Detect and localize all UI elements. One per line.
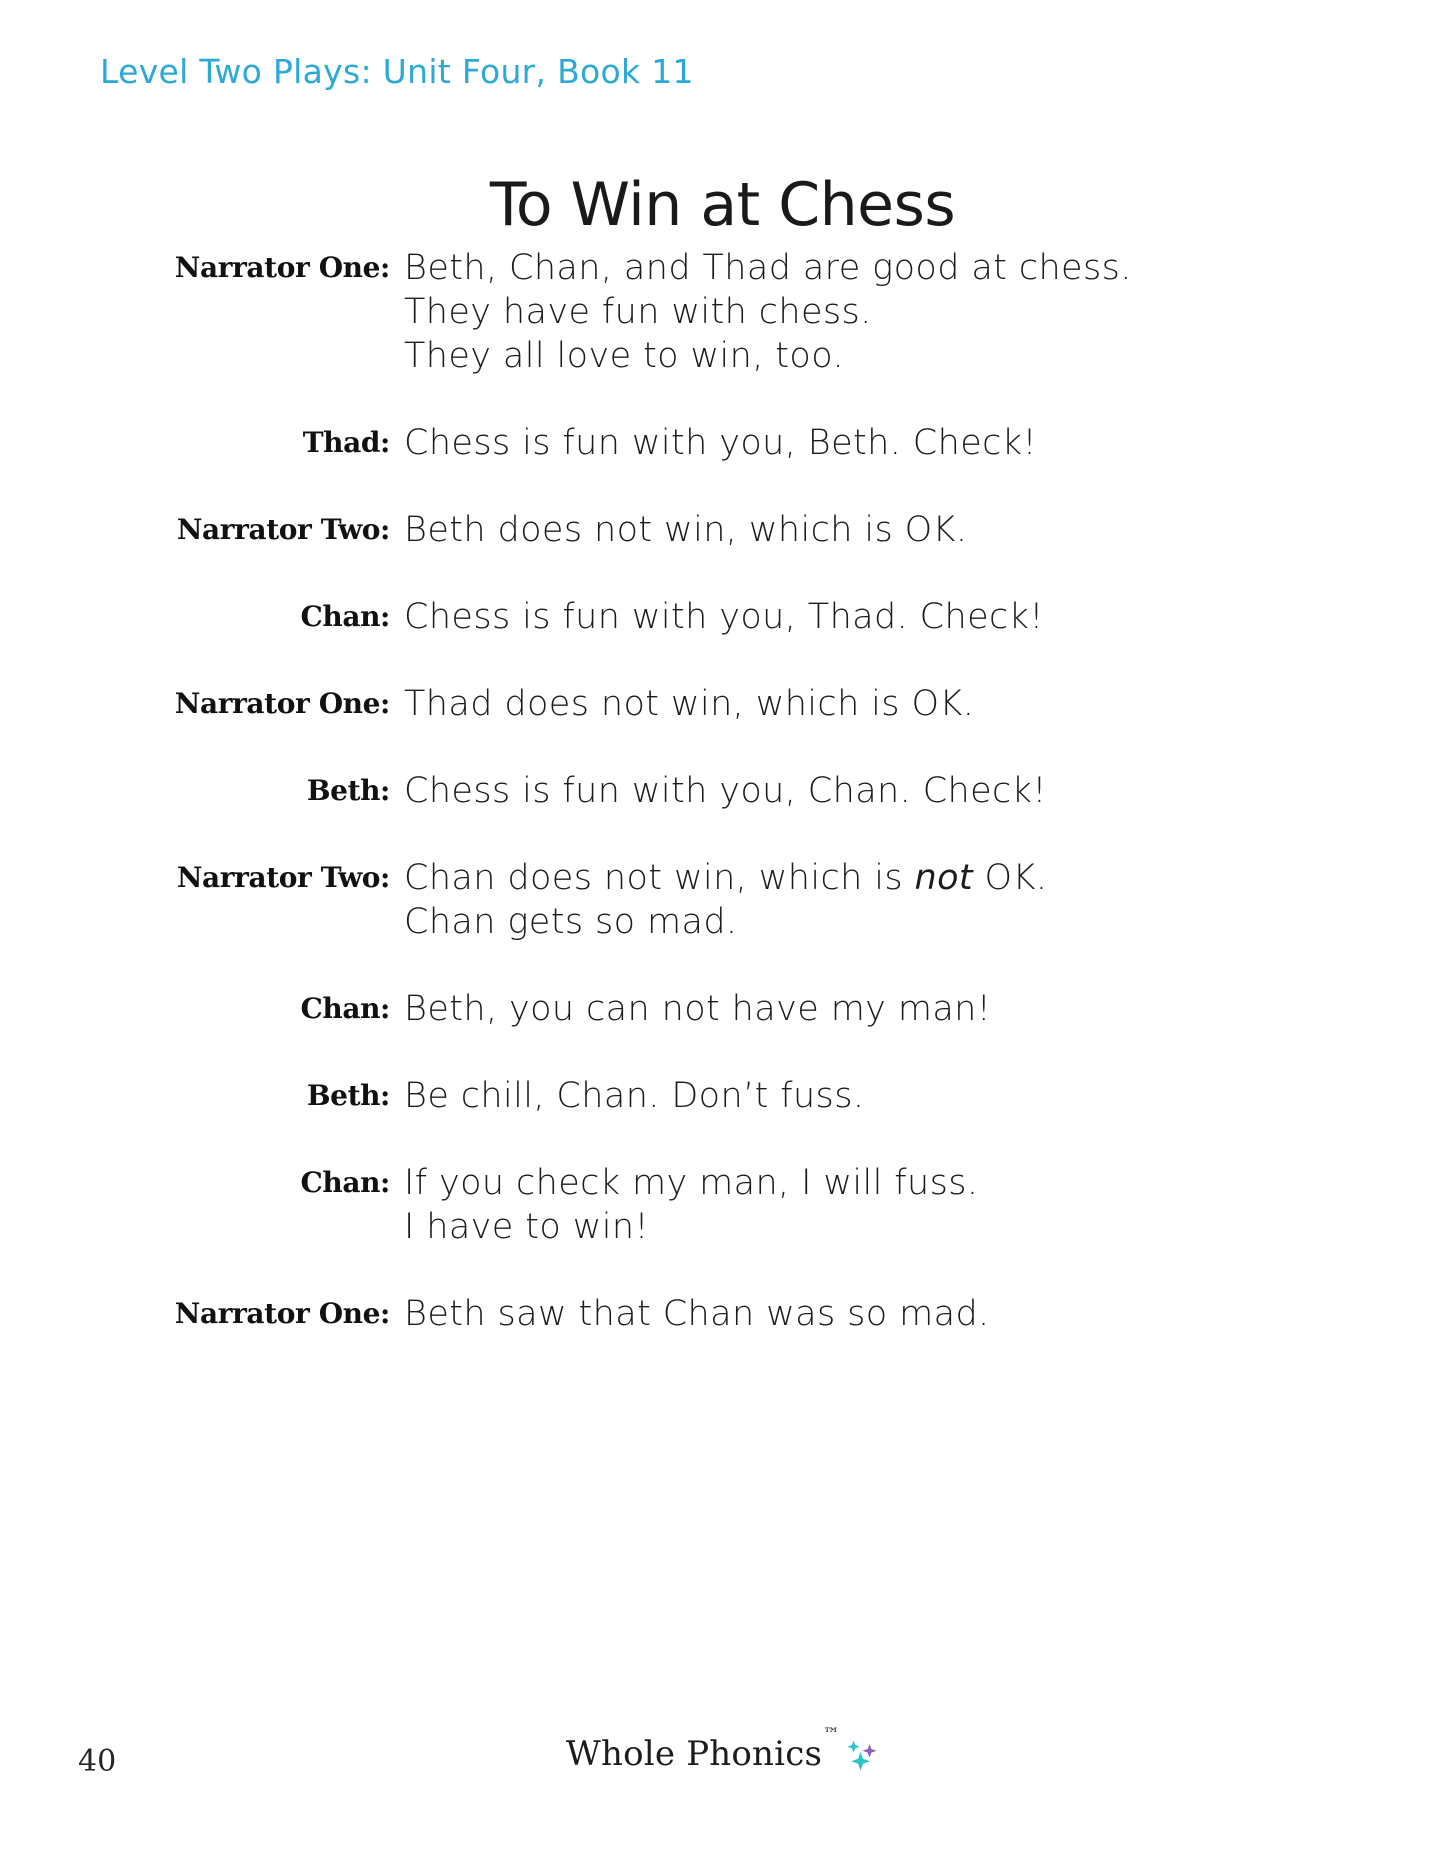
script-line bbox=[0, 1074, 1445, 1118]
logo-wordmark: Whole Phonics bbox=[565, 1734, 823, 1774]
dialogue-text bbox=[404, 769, 1445, 813]
speaker-label: Chan: bbox=[300, 992, 390, 1025]
dialogue-line: Chess is fun with you, Chan. Check! bbox=[404, 771, 1047, 811]
dialogue-text bbox=[404, 856, 1445, 944]
dialogue-line: Chess is fun with you, Beth. Check! bbox=[404, 423, 1037, 463]
speaker-label: Chan: bbox=[300, 1166, 390, 1199]
page-footer bbox=[0, 1724, 1445, 1794]
page-number: 40 bbox=[78, 1744, 117, 1779]
dialogue-line: They all love to win, too. bbox=[404, 336, 844, 376]
dialogue-text bbox=[404, 1161, 1445, 1249]
dialogue-line: Beth, Chan, and Thad are good at chess. bbox=[404, 248, 1132, 288]
star-purple-icon bbox=[863, 1744, 877, 1758]
script-line bbox=[0, 1161, 1445, 1249]
dialogue-line: Chan gets so mad. bbox=[404, 902, 738, 942]
dialogue-text bbox=[404, 421, 1445, 465]
whole-phonics-logo bbox=[0, 1724, 1445, 1774]
dialogue-line: Be chill, Chan. Don’t fuss. bbox=[404, 1076, 865, 1116]
dialogue-line: I have to win! bbox=[404, 1207, 649, 1247]
logo-stars-icon bbox=[845, 1734, 879, 1774]
script-line bbox=[0, 856, 1445, 944]
dialogue-line: Beth does not win, which is OK. bbox=[404, 510, 968, 550]
star-teal-small-icon bbox=[847, 1741, 860, 1753]
dialogue-line: Thad does not win, which is OK. bbox=[404, 684, 975, 724]
dialogue-text bbox=[404, 246, 1445, 378]
page-title: To Win at Chess bbox=[489, 170, 956, 241]
speaker-label: Chan: bbox=[300, 600, 390, 633]
dialogue-text bbox=[404, 1292, 1445, 1336]
script-body bbox=[0, 246, 1445, 1379]
dialogue-line: Beth saw that Chan was so mad. bbox=[404, 1294, 990, 1334]
star-teal-large-icon bbox=[851, 1752, 870, 1771]
speaker-label: Beth: bbox=[306, 1079, 390, 1112]
script-line bbox=[0, 769, 1445, 813]
speaker-label: Narrator Two: bbox=[176, 513, 390, 546]
trademark-symbol: ™ bbox=[823, 1724, 840, 1743]
dialogue-line: If you check my man, I will fuss. bbox=[404, 1163, 979, 1203]
script-line bbox=[0, 682, 1445, 726]
dialogue-text bbox=[404, 1074, 1445, 1118]
dialogue-text bbox=[404, 595, 1445, 639]
speaker-label: Narrator One: bbox=[174, 251, 390, 284]
running-head: Level Two Plays: Unit Four, Book 11 bbox=[100, 52, 694, 91]
speaker-label: Thad: bbox=[302, 426, 390, 459]
dialogue-line: Chan does not win, which is not OK. bbox=[404, 858, 1048, 898]
speaker-label: Beth: bbox=[306, 774, 390, 807]
speaker-label: Narrator One: bbox=[174, 1297, 390, 1330]
dialogue-text bbox=[404, 682, 1445, 726]
dialogue-line: They have fun with chess. bbox=[404, 292, 872, 332]
dialogue-line: Chess is fun with you, Thad. Check! bbox=[404, 597, 1044, 637]
speaker-label: Narrator Two: bbox=[176, 861, 390, 894]
script-line bbox=[0, 246, 1445, 378]
script-line bbox=[0, 421, 1445, 465]
dialogue-text bbox=[404, 987, 1445, 1031]
script-line bbox=[0, 1292, 1445, 1336]
dialogue-line: Beth, you can not have my man! bbox=[404, 989, 992, 1029]
script-line bbox=[0, 987, 1445, 1031]
speaker-label: Narrator One: bbox=[174, 687, 390, 720]
script-line bbox=[0, 508, 1445, 552]
script-line bbox=[0, 595, 1445, 639]
dialogue-text bbox=[404, 508, 1445, 552]
